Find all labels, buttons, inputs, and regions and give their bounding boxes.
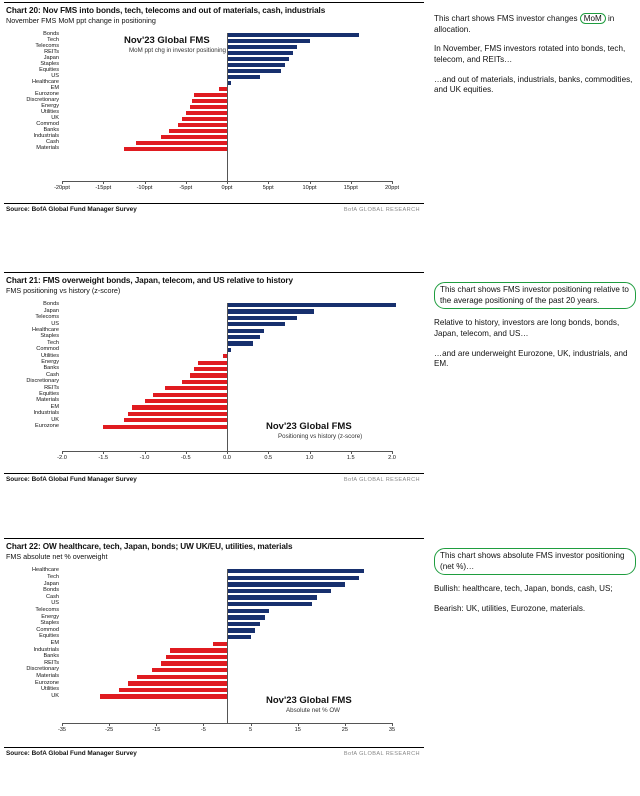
category-label: Eurozone <box>35 91 59 98</box>
axis-tick-label: 0.5 <box>264 455 273 461</box>
bar <box>169 129 227 133</box>
bar <box>219 87 227 91</box>
x-axis <box>62 723 392 724</box>
category-label: Tech <box>47 339 59 346</box>
annotation-note: …and are underweight Eurozone, UK, industrials, and EM. <box>434 348 628 369</box>
annotation-note: This chart shows FMS investor changes MoM in allocation. <box>434 14 615 34</box>
annotation-note: Bearish: UK, utilities, Eurozone, materials. <box>434 604 586 614</box>
bar <box>227 57 289 61</box>
chart-20-overlay-subtitle: MoM ppt chg in investor positioning <box>129 47 226 54</box>
annotation-note <box>434 548 636 575</box>
axis-tick-label: 20ppt <box>385 185 399 191</box>
bar <box>182 380 227 384</box>
axis-tick-label: 35 <box>388 727 396 733</box>
bar <box>227 335 260 339</box>
axis-tick-mark <box>103 451 104 454</box>
annotation-note: Bullish: healthcare, tech, Japan, bonds, cash, US; <box>434 584 613 594</box>
bar <box>227 569 364 573</box>
axis-tick-label: -5 <box>200 727 206 733</box>
chart-block-20 <box>4 2 424 213</box>
category-label: Materials <box>36 397 59 404</box>
chart-20-overlay-title: Nov'23 Global FMS <box>124 35 210 46</box>
bar <box>227 602 312 606</box>
axis-tick-mark <box>156 723 157 726</box>
category-label: Tech <box>47 574 59 580</box>
bar <box>194 93 227 97</box>
bar <box>190 105 227 109</box>
annotation-highlight: This chart shows FMS investor positioning relative to the average positioning of the past 20 years. <box>434 282 636 309</box>
divider <box>4 2 424 3</box>
axis-tick-mark <box>186 181 187 184</box>
bar <box>186 111 227 115</box>
bar <box>165 386 227 390</box>
axis-tick-label: 25 <box>341 727 348 733</box>
bar <box>227 329 264 333</box>
divider <box>4 538 424 539</box>
category-label: Japan <box>43 55 59 62</box>
bar <box>194 367 227 371</box>
category-label: UK <box>51 692 59 699</box>
chart-22-footer <box>4 747 424 757</box>
chart-21-overlay-title: Nov'23 Global FMS <box>266 421 352 432</box>
annotation-note <box>434 282 636 309</box>
bar <box>100 694 227 698</box>
category-label: Tech <box>47 37 59 44</box>
divider <box>4 272 424 273</box>
axis-tick-mark <box>145 181 146 184</box>
chart-20-subheading: November FMS MoM ppt change in positioning <box>6 16 156 25</box>
bar <box>198 361 227 365</box>
annotation-note: In November, FMS investors rotated into bonds, tech, telecom, and REITs… <box>434 44 626 65</box>
category-label: Banks <box>43 653 59 660</box>
category-label: US <box>51 73 59 80</box>
category-label: REITs <box>44 384 59 391</box>
category-label: Cash <box>45 593 59 600</box>
bar <box>103 425 227 429</box>
bar <box>227 39 310 43</box>
bar <box>227 303 396 307</box>
bar <box>128 412 227 416</box>
chart-22-heading: Chart 22: OW healthcare, tech, Japan, bonds; UW UK/EU, utilities, materials <box>6 542 293 551</box>
axis-tick-label: -35 <box>57 727 67 733</box>
category-label: Staples <box>40 333 59 340</box>
bar <box>166 655 227 659</box>
axis-tick-mark <box>62 451 63 454</box>
chart-22-plot-area <box>4 565 424 745</box>
chart-22-brand: BofA GLOBAL RESEARCH <box>343 751 420 757</box>
bar <box>128 681 227 685</box>
category-label: Bonds <box>43 587 59 594</box>
bar <box>152 668 227 672</box>
annotation-group-21 <box>434 282 636 379</box>
axis-tick-label: 1.5 <box>346 455 355 461</box>
axis-tick-mark <box>103 181 104 184</box>
bar <box>132 405 227 409</box>
axis-tick-mark <box>186 451 187 454</box>
chart-21-brand: BofA GLOBAL RESEARCH <box>343 477 420 483</box>
chart-22-canvas <box>4 565 424 745</box>
bar <box>227 69 281 73</box>
category-label: Equities <box>39 67 59 74</box>
axis-tick-label: -5ppt <box>179 185 193 191</box>
chart-20-heading: Chart 20: Nov FMS into bonds, tech, telecoms and out of materials, cash, industrials <box>6 6 326 15</box>
bar <box>227 45 297 49</box>
axis-tick-mark <box>268 181 269 184</box>
chart-20-footer <box>4 203 424 213</box>
bar <box>213 642 227 646</box>
category-label: Utilities <box>40 352 59 359</box>
bar <box>227 622 260 626</box>
category-label: Energy <box>41 613 59 620</box>
category-label: Utilities <box>40 109 59 116</box>
category-label: Japan <box>43 307 59 314</box>
chart-21-subheading: FMS positioning vs history (z-score) <box>6 286 121 295</box>
category-label: Banks <box>43 127 59 134</box>
category-label: Telecoms <box>35 314 59 321</box>
axis-tick-label: -10ppt <box>136 185 153 191</box>
category-label: Staples <box>40 620 59 627</box>
category-label: Healthcare <box>31 327 59 333</box>
bar <box>227 615 265 619</box>
axis-tick-mark <box>310 181 311 184</box>
axis-tick-mark <box>109 723 110 726</box>
category-label: Telecoms <box>35 43 59 50</box>
category-label: Equities <box>39 391 59 397</box>
category-label: Discretionary <box>26 97 59 104</box>
annotation-highlight: MoM <box>580 13 606 24</box>
bar <box>145 399 228 403</box>
axis-tick-mark <box>203 723 204 726</box>
category-label: Healthcare <box>31 567 59 574</box>
bar <box>227 309 314 313</box>
bar <box>227 33 359 37</box>
bar <box>227 75 260 79</box>
bar <box>227 316 297 320</box>
bar <box>227 595 317 599</box>
category-label: EM <box>50 403 59 410</box>
axis-tick-label: -2.0 <box>57 455 67 461</box>
category-label: Utilities <box>40 686 59 693</box>
axis-tick-mark <box>227 451 228 454</box>
category-label: Discretionary <box>26 666 59 673</box>
category-label: Telecoms <box>35 607 59 613</box>
category-label: US <box>51 600 59 607</box>
annotation-note: …and out of materials, industrials, banks, commodities, and UK equities. <box>434 74 633 95</box>
bar <box>137 675 227 679</box>
axis-tick-mark <box>298 723 299 726</box>
category-label: Materials <box>36 145 59 152</box>
chart-block-21 <box>4 272 424 483</box>
bar <box>119 688 227 692</box>
category-label: Commod <box>36 121 59 128</box>
chart-20-plot-area <box>4 29 424 201</box>
axis-tick-label: -0.5 <box>180 455 191 461</box>
bar <box>227 635 251 639</box>
category-label: Eurozone <box>35 679 59 686</box>
chart-22-overlay-subtitle: Absolute net % OW <box>286 707 340 714</box>
category-label: UK <box>51 416 59 423</box>
bar <box>227 51 293 55</box>
axis-tick-mark <box>268 451 269 454</box>
bar <box>124 418 227 422</box>
bar <box>227 63 285 67</box>
chart-22-overlay-title: Nov'23 Global FMS <box>266 695 352 706</box>
axis-tick-mark <box>227 181 228 184</box>
chart-20-brand: BofA GLOBAL RESEARCH <box>343 207 420 213</box>
bar <box>227 609 269 613</box>
axis-tick-label: 10ppt <box>302 185 317 191</box>
category-label: Industrials <box>33 646 59 653</box>
axis-tick-label: 0ppt <box>221 185 233 191</box>
category-label: Equities <box>39 633 59 640</box>
bar <box>136 141 227 145</box>
bar <box>192 99 227 103</box>
bar <box>227 341 253 345</box>
category-label: EM <box>50 640 59 646</box>
annotation-group-22 <box>434 548 636 624</box>
axis-tick-label: -25 <box>105 727 114 733</box>
bar <box>161 661 227 665</box>
bar <box>178 123 228 127</box>
axis-tick-mark <box>310 451 311 454</box>
category-label: REITs <box>44 49 59 56</box>
axis-tick-mark <box>345 723 346 726</box>
axis-tick-label: 5 <box>249 727 253 733</box>
category-label: Commod <box>36 626 59 633</box>
axis-tick-label: 5ppt <box>262 185 274 191</box>
category-label: EM <box>50 85 59 92</box>
annotation-note: Relative to history, investors are long bonds, bonds, Japan, telecom, and US… <box>434 318 620 339</box>
chart-20-source: Source: BofA Global Fund Manager Survey <box>6 206 137 213</box>
chart-block-22 <box>4 538 424 757</box>
bar <box>227 589 331 593</box>
axis-tick-label: 0.0 <box>223 455 231 461</box>
axis-tick-mark <box>145 451 146 454</box>
axis-tick-label: -20ppt <box>54 185 70 191</box>
axis-tick-mark <box>62 181 63 184</box>
category-label: REITs <box>44 659 59 666</box>
chart-21-canvas <box>4 299 424 471</box>
annotation-highlight: This chart shows absolute FMS investor positioning (net %)… <box>434 548 636 575</box>
category-label: Industrials <box>33 133 59 140</box>
axis-tick-label: -15 <box>152 727 161 733</box>
category-label: Banks <box>43 365 59 372</box>
axis-tick-mark <box>351 181 352 184</box>
chart-21-heading: Chart 21: FMS overweight bonds, Japan, telecom, and US relative to history <box>6 276 293 285</box>
bar <box>170 648 227 652</box>
axis-tick-mark <box>251 723 252 726</box>
chart-21-plot-area <box>4 299 424 471</box>
zero-line <box>227 303 228 451</box>
bar <box>182 117 227 121</box>
axis-tick-mark <box>62 723 63 726</box>
axis-tick-label: -1.5 <box>98 455 109 461</box>
category-label: Industrials <box>33 410 59 417</box>
category-label: Energy <box>41 359 59 365</box>
axis-tick-label: 1.0 <box>305 455 314 461</box>
axis-tick-label: 2.0 <box>388 455 396 461</box>
category-label: Staples <box>40 61 59 68</box>
bar <box>124 147 227 151</box>
bar <box>227 582 345 586</box>
chart-22-source: Source: BofA Global Fund Manager Survey <box>6 750 137 757</box>
bar <box>227 576 359 580</box>
bar <box>227 628 255 632</box>
category-label: Commod <box>36 346 59 353</box>
category-label: Energy <box>41 103 59 110</box>
chart-21-overlay-subtitle: Positioning vs history (z-score) <box>278 433 363 440</box>
category-label: US <box>51 320 59 327</box>
axis-tick-mark <box>351 451 352 454</box>
axis-tick-label: -15ppt <box>95 185 112 191</box>
category-label: UK <box>51 115 59 122</box>
bar <box>161 135 227 139</box>
category-label: Materials <box>36 673 59 679</box>
category-label: Bonds <box>43 31 59 38</box>
category-label: Bonds <box>43 301 59 308</box>
axis-tick-mark <box>392 181 393 184</box>
zero-line <box>227 33 228 181</box>
axis-tick-label: 15ppt <box>343 185 358 191</box>
axis-tick-mark <box>392 451 393 454</box>
category-label: Japan <box>43 580 59 587</box>
chart-22-subheading: FMS absolute net % overweight <box>6 552 108 561</box>
category-label: Healthcare <box>31 79 59 86</box>
chart-21-source: Source: BofA Global Fund Manager Survey <box>6 476 137 483</box>
axis-tick-label: 15 <box>294 727 301 733</box>
bar <box>153 393 227 397</box>
chart-20-canvas <box>4 29 424 201</box>
bar <box>227 322 285 326</box>
chart-21-footer <box>4 473 424 483</box>
category-label: Eurozone <box>35 423 59 429</box>
category-label: Discretionary <box>26 378 59 385</box>
annotation-group-20 <box>434 14 636 105</box>
axis-tick-mark <box>392 723 393 726</box>
category-label: Cash <box>45 371 59 378</box>
zero-line <box>227 569 228 723</box>
axis-tick-label: -1.0 <box>139 455 150 461</box>
bar <box>190 373 227 377</box>
category-label: Cash <box>45 139 59 146</box>
